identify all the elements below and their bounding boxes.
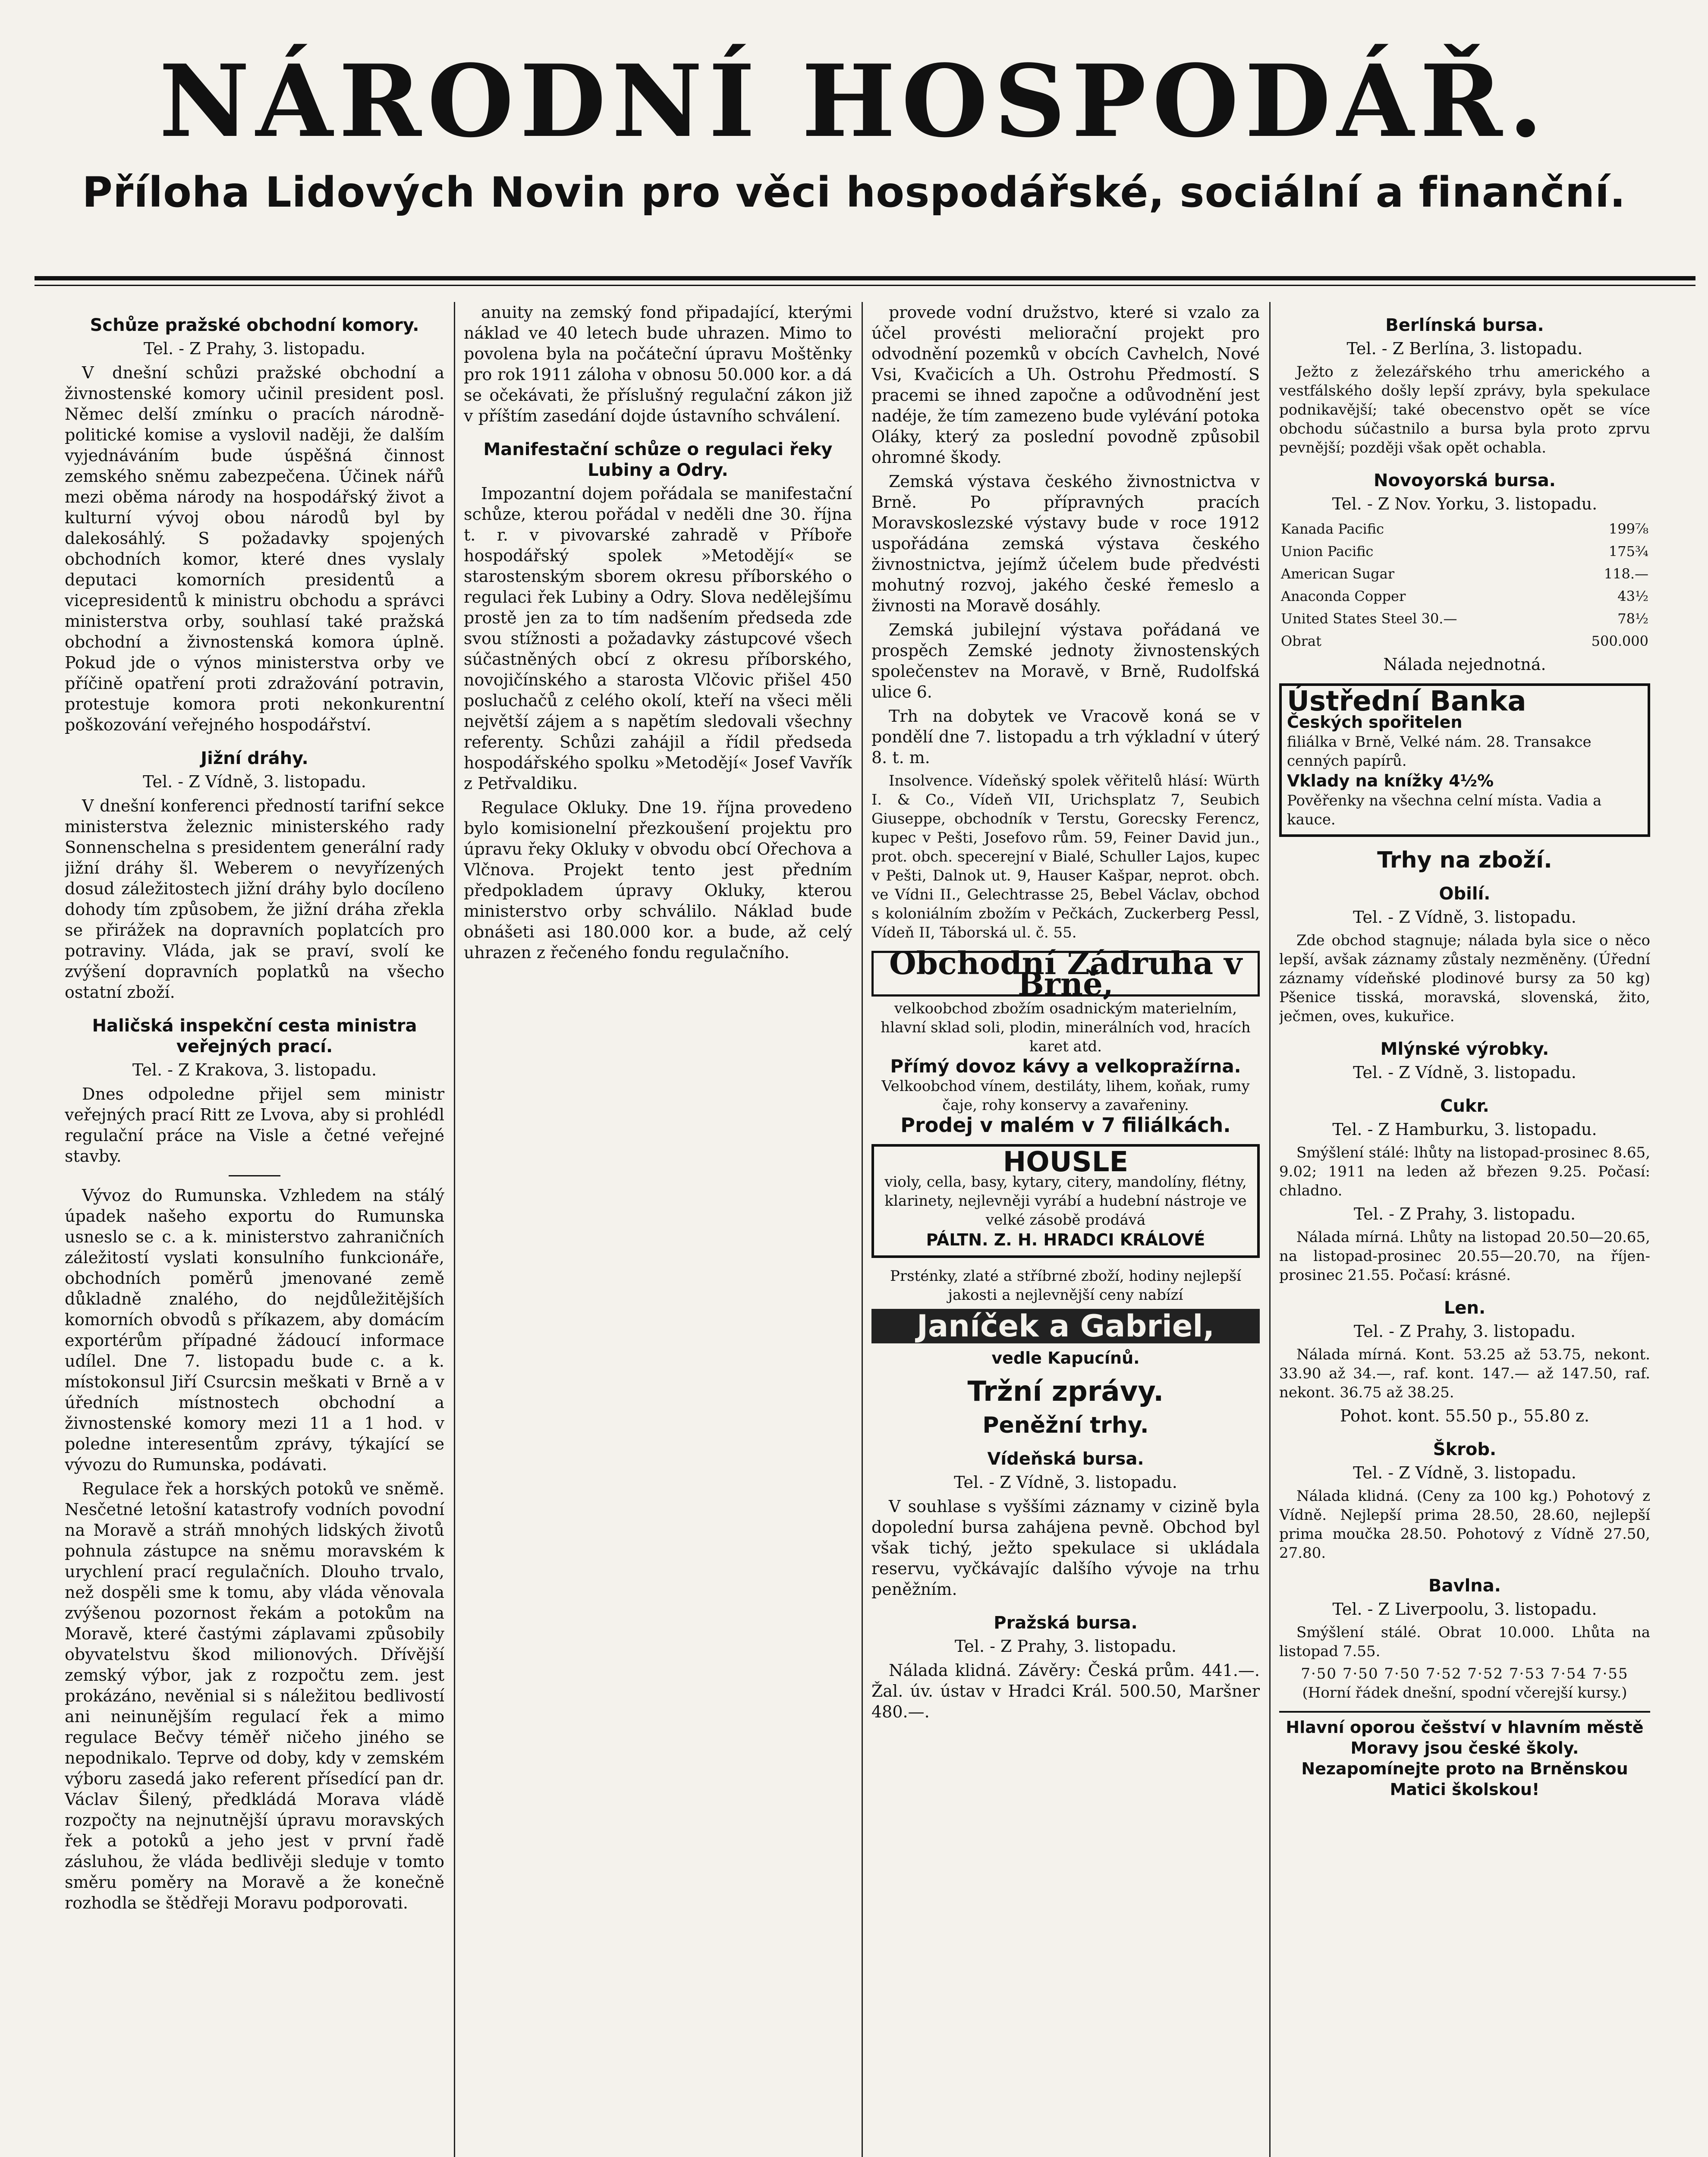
article-headline: Cukr. [1440, 1096, 1489, 1116]
masthead-rule-thin [35, 285, 1695, 286]
column-4 [1279, 302, 1650, 2157]
section-heading-money: Peněžní trhy. [982, 1412, 1149, 1438]
article-body: anuity na zemský fond připadající, kterými náklad ve 40 letech bude uhrazen. Mimo to povolena byla na počáteční úpravu Moštěnky pro rok 1911 záloha v obnosu 50.000 kor. a dá se očekávati, že příslušný regulační zákon již v příštím zasedání dojde ústavního schválení. [464, 303, 852, 425]
ad-bank-name: Ústřední Banka [1287, 685, 1526, 717]
ad-housle [871, 1144, 1260, 1258]
article-body: Trh na dobytek ve Vracově koná se v pondělí dne 7. listopadu a trh výkladní v úterý 8. t. m. [871, 707, 1260, 767]
dateline: Tel. - Z Nov. Yorku, 3. listopadu. [1332, 494, 1598, 513]
ad-jewelry-name: Janíček a Gabriel, [871, 1309, 1260, 1343]
column-divider [454, 302, 455, 2157]
dateline: Tel. - Z Hamburku, 3. listopadu. [1332, 1120, 1597, 1139]
ad-bank-sub: Českých spořitelen [1287, 713, 1463, 732]
column-3 [871, 302, 1260, 2157]
ny-quotes-table [1279, 518, 1650, 652]
table-cell: United States Steel 30.— [1281, 610, 1457, 627]
table-cell: 500.000 [1591, 633, 1648, 649]
ad-bank-note: Pověřenky na všechna celní místa. Vadia a kauce. [1287, 792, 1602, 828]
article-headline: Bavlna. [1428, 1576, 1501, 1596]
section-divider [229, 1175, 280, 1176]
article-headline: Novoyorská bursa. [1374, 471, 1556, 491]
table-row [1279, 563, 1650, 585]
table-cell: Kanada Pacific [1281, 521, 1384, 537]
ad-housle-text: violy, cella, basy, kytary, citery, mandolíny, flétny, klarinety, nejlevněji vyrábí a hudební nástroje ve velké zásobě prodává [884, 1173, 1247, 1229]
ad-bank-addr: filiálka v Brně, Velké nám. 28. Transakce cenných papírů. [1287, 733, 1592, 770]
column-divider [1269, 302, 1271, 2157]
ad-zadruha-sub: Velkoobchod vínem, destiláty, lihem, koňak, rumy čaje, rohy konservy a zavařeniny. [881, 1078, 1250, 1114]
article-body: Nálada klidná. Závěry: Česká prům. 441.—. Žal. úv. ústav v Hradci Král. 500.50, Maršner 480.—. [871, 1661, 1260, 1721]
article-body: Zemská jubilejní výstava pořádaná ve prospěch Zemské jednoty živnostenských společenstev na Moravě, v Brně, Rudolfská ulice 6. [871, 620, 1260, 701]
table-row [1279, 630, 1650, 652]
ad-bank-rate: Vklady na knížky 4½% [1287, 771, 1494, 790]
article-body: V souhlase s vyššími záznamy v cizině byla dopolední bursa zahájena pevně. Obchod byl však tichý, ježto spekulace si ukládala reservu, vyčkávajíc dalšího vývoje na trhu peněžním. [871, 1497, 1260, 1599]
market-mood: Nálada nejednotná. [1383, 655, 1546, 674]
article-body: Nálada mírná. Kont. 53.25 až 53.75, nekont. 33.90 až 34.—, raf. kont. 147.— až 147.50, raf. nekont. 36.75 až 38.25. [1279, 1346, 1650, 1401]
ad-zadruha-title: Obchodní Zádruha v Brně, [871, 951, 1260, 997]
masthead [0, 43, 1708, 217]
dateline: Tel. - Z Vídně, 3. listopadu. [143, 772, 366, 791]
cotton-note: (Horní řádek dnešní, spodní včerejší kursy.) [1302, 1684, 1627, 1701]
cotton-rates-row: 7·50 7·50 7·50 7·52 7·52 7·53 7·54 7·55 [1301, 1665, 1629, 1682]
masthead-rule [35, 276, 1695, 280]
ad-housle-title: HOUSLE [1003, 1146, 1129, 1178]
newspaper-subtitle: Příloha Lidových Novin pro věci hospodářské, sociální a finanční. [82, 168, 1626, 217]
table-row [1279, 607, 1650, 630]
article-body: Ježto z železářského trhu amerického a vestfálského došly lepší zprávy, byla spekulace podnikavější; také obecenstvo opět se více obchodu súčastnilo a bursa byla proto zprvu pevnější; později však opět ochabla. [1279, 363, 1650, 456]
article-headline: Jižní dráhy. [201, 748, 308, 768]
article-body: provede vodní družstvo, které si vzalo za účel provésti meliorační projekt pro odvodnění pozemků v obcích Cavhelch, Nové Vsi, Kvačicích a Uh. Ostrohu Předmostí. S pracemi se ihned započne a odůvodnění jest nadéje, že tím zamezeno bude vylévání potoka Oláky, který za poslední povodně způsobil ohromné škody. [871, 303, 1260, 467]
table-cell: Union Pacific [1281, 543, 1374, 560]
section-heading-markets: Tržní zprávy. [967, 1376, 1164, 1408]
ad-housle-sign: PÁLTN. Z. H. HRADCI KRÁLOVÉ [926, 1230, 1205, 1249]
article-body: Zde obchod stagnuje; nálada byla sice o něco lepší, avšak záznamy zůstaly nezměněny. (Úřední záznamy vídeňské plodinové bursy za 50 kg) Pšenice tisská, moravská, slovenská, žito, ječmen, oves, kukuřice. [1279, 932, 1650, 1025]
article-body: V dnešní schůzi pražské obchodní a živnostenské komory učinil president posl. Němec delší zmínku o pracích národně-politické komise a vyslovil naději, že dalším vyjednáváním bude úspěšná činnost zemského sněmu zabezpečena. Účinek nářů mezi oběma národy na hospodářský život a kulturní vývoj obou národů byl by dalekosáhlý. S požadavky spojených obchodních komor, které dnes vyslaly deputaci komorních presidentů a vicepresidentů k ministru obchodu a správci ministerstva orby, souhlasí také pražská obchodní a živnostenská komora úplně. Pokud jde o výnos ministerstva orby ve příčině opatření proti zdražování potravin, protestuje komora proti nekonkurentní poškozování veřejného hospodářství. [65, 363, 444, 734]
insolvency-notice: Insolvence. Vídeňský spolek věřitelů hlásí: Würth I. & Co., Vídeň VII, Urichsplatz 7, Seubich Giuseppe, obchodník v Terstu, Gorecsky Ferencz, kupec v Pešti, Josefovo rům. 59, Feiner David jun., prot. obch. specerejní v Bialé, Schuller Lajos, kupec v Pešti, Dalnok ut. 9, Hauser Kašpar, neprot. obch. ve Vídni II., Gelechtrasse 25, Bebel Václav, obchod s koloniálním zbožím v Pečkách, Zuckerberg Pessl, Vídeň II, Táborská ul. č. 55. [871, 772, 1260, 941]
table-cell: Obrat [1281, 633, 1321, 649]
ad-bank [1279, 683, 1650, 837]
article-body: Impozantní dojem pořádala se manifestační schůze, kterou pořádal v neděli dne 30. října t. r. v pivovarské zahradě v Příboře hospodářský spolek »Metodějí« se starostenským sborem okresu příborského o regulaci řek Lubiny a Odry. Slova nedělejšímu prostě jen za to tím nadšením předseda zde svou stížnosti a požadavky zástupcové všech súčastněných obcí z okresu příborského, novojičínského a starosta Vlčovic přišel 450 posluchačů z celého okolí, kteří na všeci měli největší zájem a s napětím sledovali všechny referenty. Schůzi zahájil a řídil předseda hospodářského spolku »Metodějí« Josef Vavřík z Petřvaldiku. [464, 484, 852, 793]
table-cell: American Sugar [1281, 566, 1395, 582]
article-body: Nálada klidná. (Ceny za 100 kg.) Pohotový z Vídně. Nejlepší prima 28.50, 28.60, nejlepší prima moučka 28.50. Pohotový z Vídně 27.50, 27.80. [1279, 1487, 1650, 1562]
dateline: Tel. - Z Prahy, 3. listopadu. [143, 339, 366, 358]
article-body: V dnešní konferenci předností tarifní sekce ministerstva železnic ministerského rady Sonnenschelna s presidentem generální rady jižní dráhy šl. Weberem o nevyřízených dosud záležitostech jižní dráhy bylo docíleno dohody tím způsobem, že jižní dráha zřekla se přirážek na dopravních poplatcích pro potraviny. Vláda, jak se praví, svolí ke zvýšení dopravních poplatků na všecho ostatní zboží. [65, 796, 444, 1002]
ad-jewelry-addr: vedle Kapucínů. [991, 1349, 1140, 1368]
column-1 [65, 302, 444, 2157]
dateline: Tel. - Z Krakova, 3. listopadu. [132, 1060, 377, 1079]
article-body: Regulace řek a horských potoků ve sněmě. Nesčetné letošní katastrofy vodních povodní na Moravě a stráň mnohých lidských životů pohnula zástupce na sněmu moravském k urychlení prací regulačních. Dlouho trvalo, než dospěli sme k tomu, aby vláda věnovala zvýšenou pozornost řekám a potokům na Moravě, které častými záplavami způsobily obyvatelstvu škod milionových. Dřívější zemský výbor, jak z rozpočtu zem. jest prokázáno, nevěnial si s náležitou bedlivostí ani neinunějším regulací řek a mimo regulace Bečvy téměř ničeho jiného se nepodnikalo. Teprve od doby, kdy v zemském výboru zasedá jako referent přísedící pan dr. Václav Šilený, předkládá Morava vládě rozpočty na nejnutnější úpravu moravských řek a potoků a jeho jest v první řadě zásluhou, že vláda bedlivěji sleduje v tomto směru poměry na Moravě a že konečně rozhodla se štědřeji Moravu podporovati. [65, 1479, 444, 1912]
table-row [1279, 540, 1650, 563]
article-body: Regulace Okluky. Dne 19. října provedeno bylo komisionelní přezkoušení projektu pro úpravu řeky Okluky v obvodu obcí Ořechova a Vlčnova. Projekt tento jest předním předpokladem úpravy Okluky, kterou ministerstvo orby schválilo. Náklad bude obnášeti asi 180.000 kor. a bude, až celý uhrazen z řečeného fondu regulačního. [464, 798, 852, 962]
dateline: Tel. - Z Vídně, 3. listopadu. [1353, 908, 1576, 927]
article-headline: Schůze pražské obchodní komory. [90, 315, 419, 335]
section-heading-goods: Trhy na zboží. [1377, 847, 1552, 873]
ad-jewelry-text: Prsténky, zlaté a stříbrné zboží, hodiny nejlepší jakosti a nejlevnější ceny nabízí [890, 1267, 1242, 1304]
newspaper-title: NÁRODNÍ HOSPODÁŘ. [159, 43, 1549, 160]
article-body: Smýšlení stálé. Obrat 10.000. Lhůta na listopad 7.55. [1279, 1624, 1650, 1660]
ad-zadruha-line: Přímý dovoz kávy a velkopražírna. [890, 1056, 1241, 1077]
article-headline: Haličská inspekční cesta ministra veřejných prací. [92, 1016, 417, 1056]
dateline: Tel. - Z Liverpoolu, 3. listopadu. [1332, 1600, 1597, 1619]
article-headline: Mlýnské výrobky. [1380, 1039, 1549, 1059]
dateline: Tel. - Z Vídně, 3. listopadu. [1353, 1463, 1576, 1482]
dateline: Tel. - Z Prahy, 3. listopadu. [1353, 1322, 1576, 1341]
dateline: Tel. - Z Vídně, 3. listopadu. [954, 1473, 1177, 1492]
article-headline: Obilí. [1439, 884, 1491, 904]
table-row [1279, 518, 1650, 540]
ad-zadruha-sale: Prodej v malém v 7 filiálkách. [900, 1113, 1231, 1137]
dateline: Tel. - Z Prahy, 3. listopadu. [1353, 1204, 1576, 1223]
article-headline: Len. [1444, 1298, 1486, 1318]
article-headline: Manifestační schůze o regulaci řeky Lubiny a Odry. [483, 440, 833, 480]
table-cell: 78½ [1617, 610, 1648, 627]
dateline: Tel. - Z Berlína, 3. listopadu. [1346, 339, 1583, 358]
article-body: Vývoz do Rumunska. Vzhledem na stálý úpadek našeho exportu do Rumunska usneslo se c. a k. ministerstvo zahraničních záležitostí vyslati konsulního funkcionáře, obchodních poměrů jmenované země důkladně znalého, do nejdůležitějších komorních obvodů s příkazem, aby domácím exportérům případné žádoucí informace udílel. Dne 7. listopadu bude c. a k. místokonsul Jiří Csurcsin meškati v Brně a v úředních místnostech obchodní a živnostenské komory mezi 11 a 1 hod. v poledne interesentům zprávy, týkající se vývozu do Rumunska, podávati. [65, 1186, 444, 1474]
article-headline: Berlínská bursa. [1385, 315, 1544, 335]
article-body: Smýšlení stálé: lhůty na listopad-prosinec 8.65, 9.02; 1911 na leden až březen 9.25. Počasí: chladno. [1279, 1144, 1650, 1199]
table-cell: Anaconda Copper [1281, 588, 1406, 604]
dateline: Tel. - Z Vídně, 3. listopadu. [1353, 1063, 1576, 1082]
article-headline: Pražská bursa. [994, 1613, 1138, 1633]
dateline: Tel. - Z Prahy, 3. listopadu. [954, 1637, 1177, 1656]
column-divider [862, 302, 863, 2157]
table-cell: 118.— [1604, 566, 1648, 582]
article-headline: Vídeňská bursa. [987, 1449, 1144, 1469]
article-body: Nálada mírná. Lhůty na listopad 20.50—20.65, na listopad-prosinec 20.55—20.70, na říjen-prosinec 21.55. Počasí: krásné. [1279, 1229, 1650, 1284]
closing-appeal: Hlavní oporou češství v hlavním městě Moravy jsou české školy. Nezapomínejte proto na Brněnskou Matici školskou! [1279, 1711, 1650, 1800]
article-headline: Škrob. [1433, 1440, 1497, 1459]
article-body: Zemská výstava českého živnostnictva v Brně. Po přípravných pracích Moravskoslezské výstavy bude v roce 1912 uspořádána zemská výstava českého živnostnictva, jejímž účelem bude předvésti mohutný rozvoj, jakého české řemeslo a živnosti na Moravě dosáhly. [871, 472, 1260, 615]
table-cell: 43½ [1617, 588, 1648, 604]
article-body: Dnes odpoledne přijel sem ministr veřejných prací Ritt ze Lvova, aby si prohlédl regulační práce na Visle a četné veřejné stavby. [65, 1085, 444, 1166]
table-cell: 175¾ [1608, 543, 1648, 560]
article-body: Pohot. kont. 55.50 p., 55.80 z. [1340, 1406, 1589, 1425]
table-cell: 199⅞ [1608, 521, 1648, 537]
table-row [1279, 585, 1650, 607]
column-2 [464, 302, 852, 2157]
ad-zadruha-text: velkoobchod zbožím osadnickým materielním, hlavní sklad soli, plodin, minerálních vod, hracích karet atd. [881, 1000, 1251, 1055]
